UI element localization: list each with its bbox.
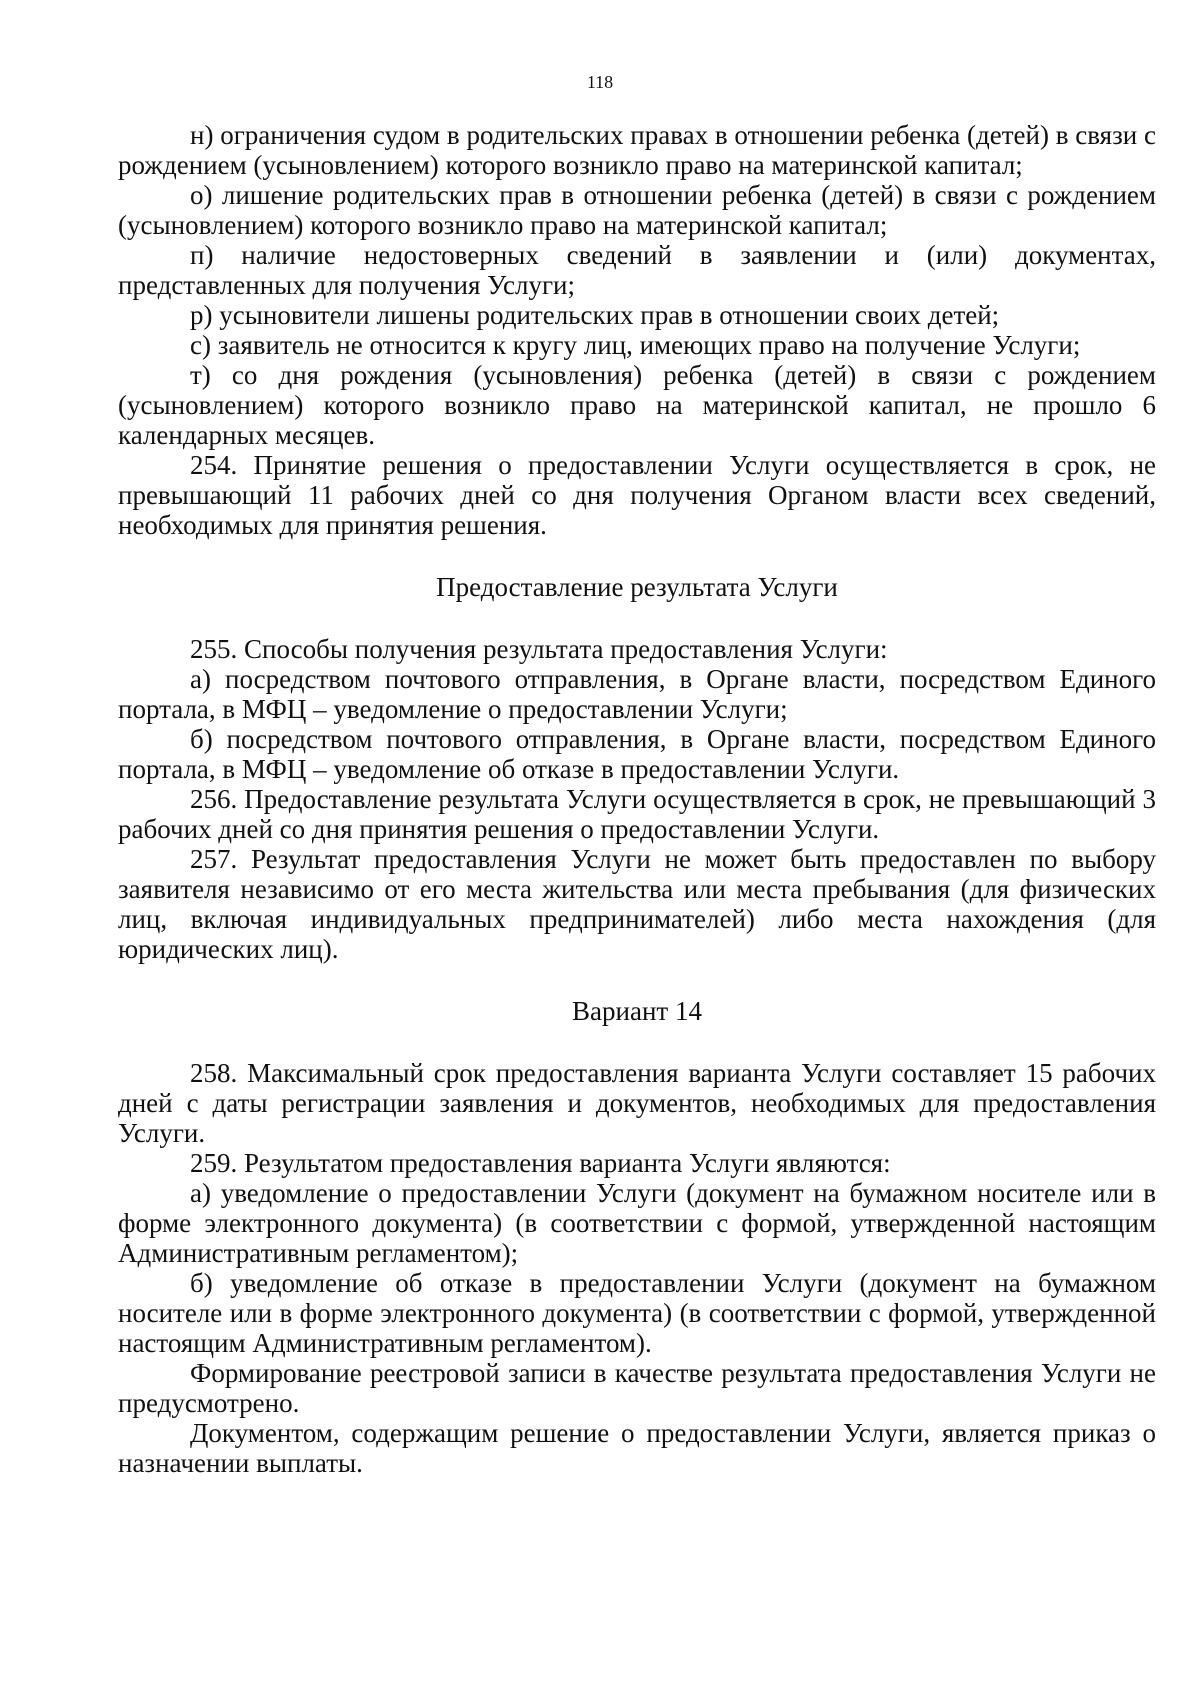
clause-254: 254. Принятие решения о предоставлении Услуги осуществляется в срок, не превышающий 11 рабочих дней со дня получения Органом власти всех сведений, необходимых для принятия решения.	[118, 450, 1156, 540]
list-item-p: п) наличие недостоверных сведений в заявлении и (или) документах, представленных для получения Услуги;	[118, 240, 1156, 300]
list-item-s: с) заявитель не относится к кругу лиц, имеющих право на получение Услуги;	[190, 330, 1081, 360]
order-note: Документом, содержащим решение о предоставлении Услуги, является приказ о назначении выплаты.	[118, 1418, 1156, 1478]
clause-255-a: а) посредством почтового отправления, в Органе власти, посредством Единого портала, в МФЦ – уведомление о предоставлении Услуги;	[118, 664, 1156, 724]
registry-note: Формирование реестровой записи в качестве результата предоставления Услуги не предусмотрено.	[118, 1358, 1156, 1418]
clause-259-b: б) уведомление об отказе в предоставлении Услуги (документ на бумажном носителе или в форме электронного документа) (в соответствии с формой, утвержденной настоящим Административным регламентом).	[118, 1268, 1156, 1358]
clause-259-a: а) уведомление о предоставлении Услуги (документ на бумажном носителе или в форме электронного документа) (в соответствии с формой, утвержденной настоящим Административным регламентом);	[118, 1178, 1156, 1268]
list-item-r: р) усыновители лишены родительских прав в отношении своих детей;	[190, 300, 1000, 330]
list-item-t: т) со дня рождения (усыновления) ребенка (детей) в связи с рождением (усыновлением) которого возникло право на материнской капитал, не прошло 6 календарных месяцев.	[118, 360, 1156, 450]
document-body	[118, 120, 1156, 1478]
clause-255-b: б) посредством почтового отправления, в Органе власти, посредством Единого портала, в МФЦ – уведомление об отказе в предоставлении Услуги.	[118, 724, 1156, 784]
clause-259: 259. Результатом предоставления варианта Услуги являются:	[190, 1148, 891, 1178]
clause-258: 258. Максимальный срок предоставления варианта Услуги составляет 15 рабочих дней с даты регистрации заявления и документов, необходимых для предоставления Услуги.	[118, 1058, 1156, 1148]
page-number: 118	[586, 72, 614, 92]
list-item-o: о) лишение родительских прав в отношении ребенка (детей) в связи с рождением (усыновлением) которого возникло право на материнской капитал;	[118, 180, 1156, 240]
clause-255: 255. Способы получения результата предоставления Услуги:	[190, 634, 888, 664]
clause-257: 257. Результат предоставления Услуги не может быть предоставлен по выбору заявителя независимо от его места жительства или места пребывания (для физических лиц, включая индивидуальных предпринимателей) либо места нахождения (для юридических лиц).	[118, 844, 1156, 964]
list-item-n: н) ограничения судом в родительских правах в отношении ребенка (детей) в связи с рождением (усыновлением) которого возникло право на материнской капитал;	[118, 120, 1156, 180]
section-heading-result: Предоставление результата Услуги	[436, 572, 838, 602]
clause-256: 256. Предоставление результата Услуги осуществляется в срок, не превышающий 3 рабочих дней со дня принятия решения о предоставлении Услуги.	[118, 784, 1156, 844]
section-heading-variant: Вариант 14	[572, 996, 702, 1026]
